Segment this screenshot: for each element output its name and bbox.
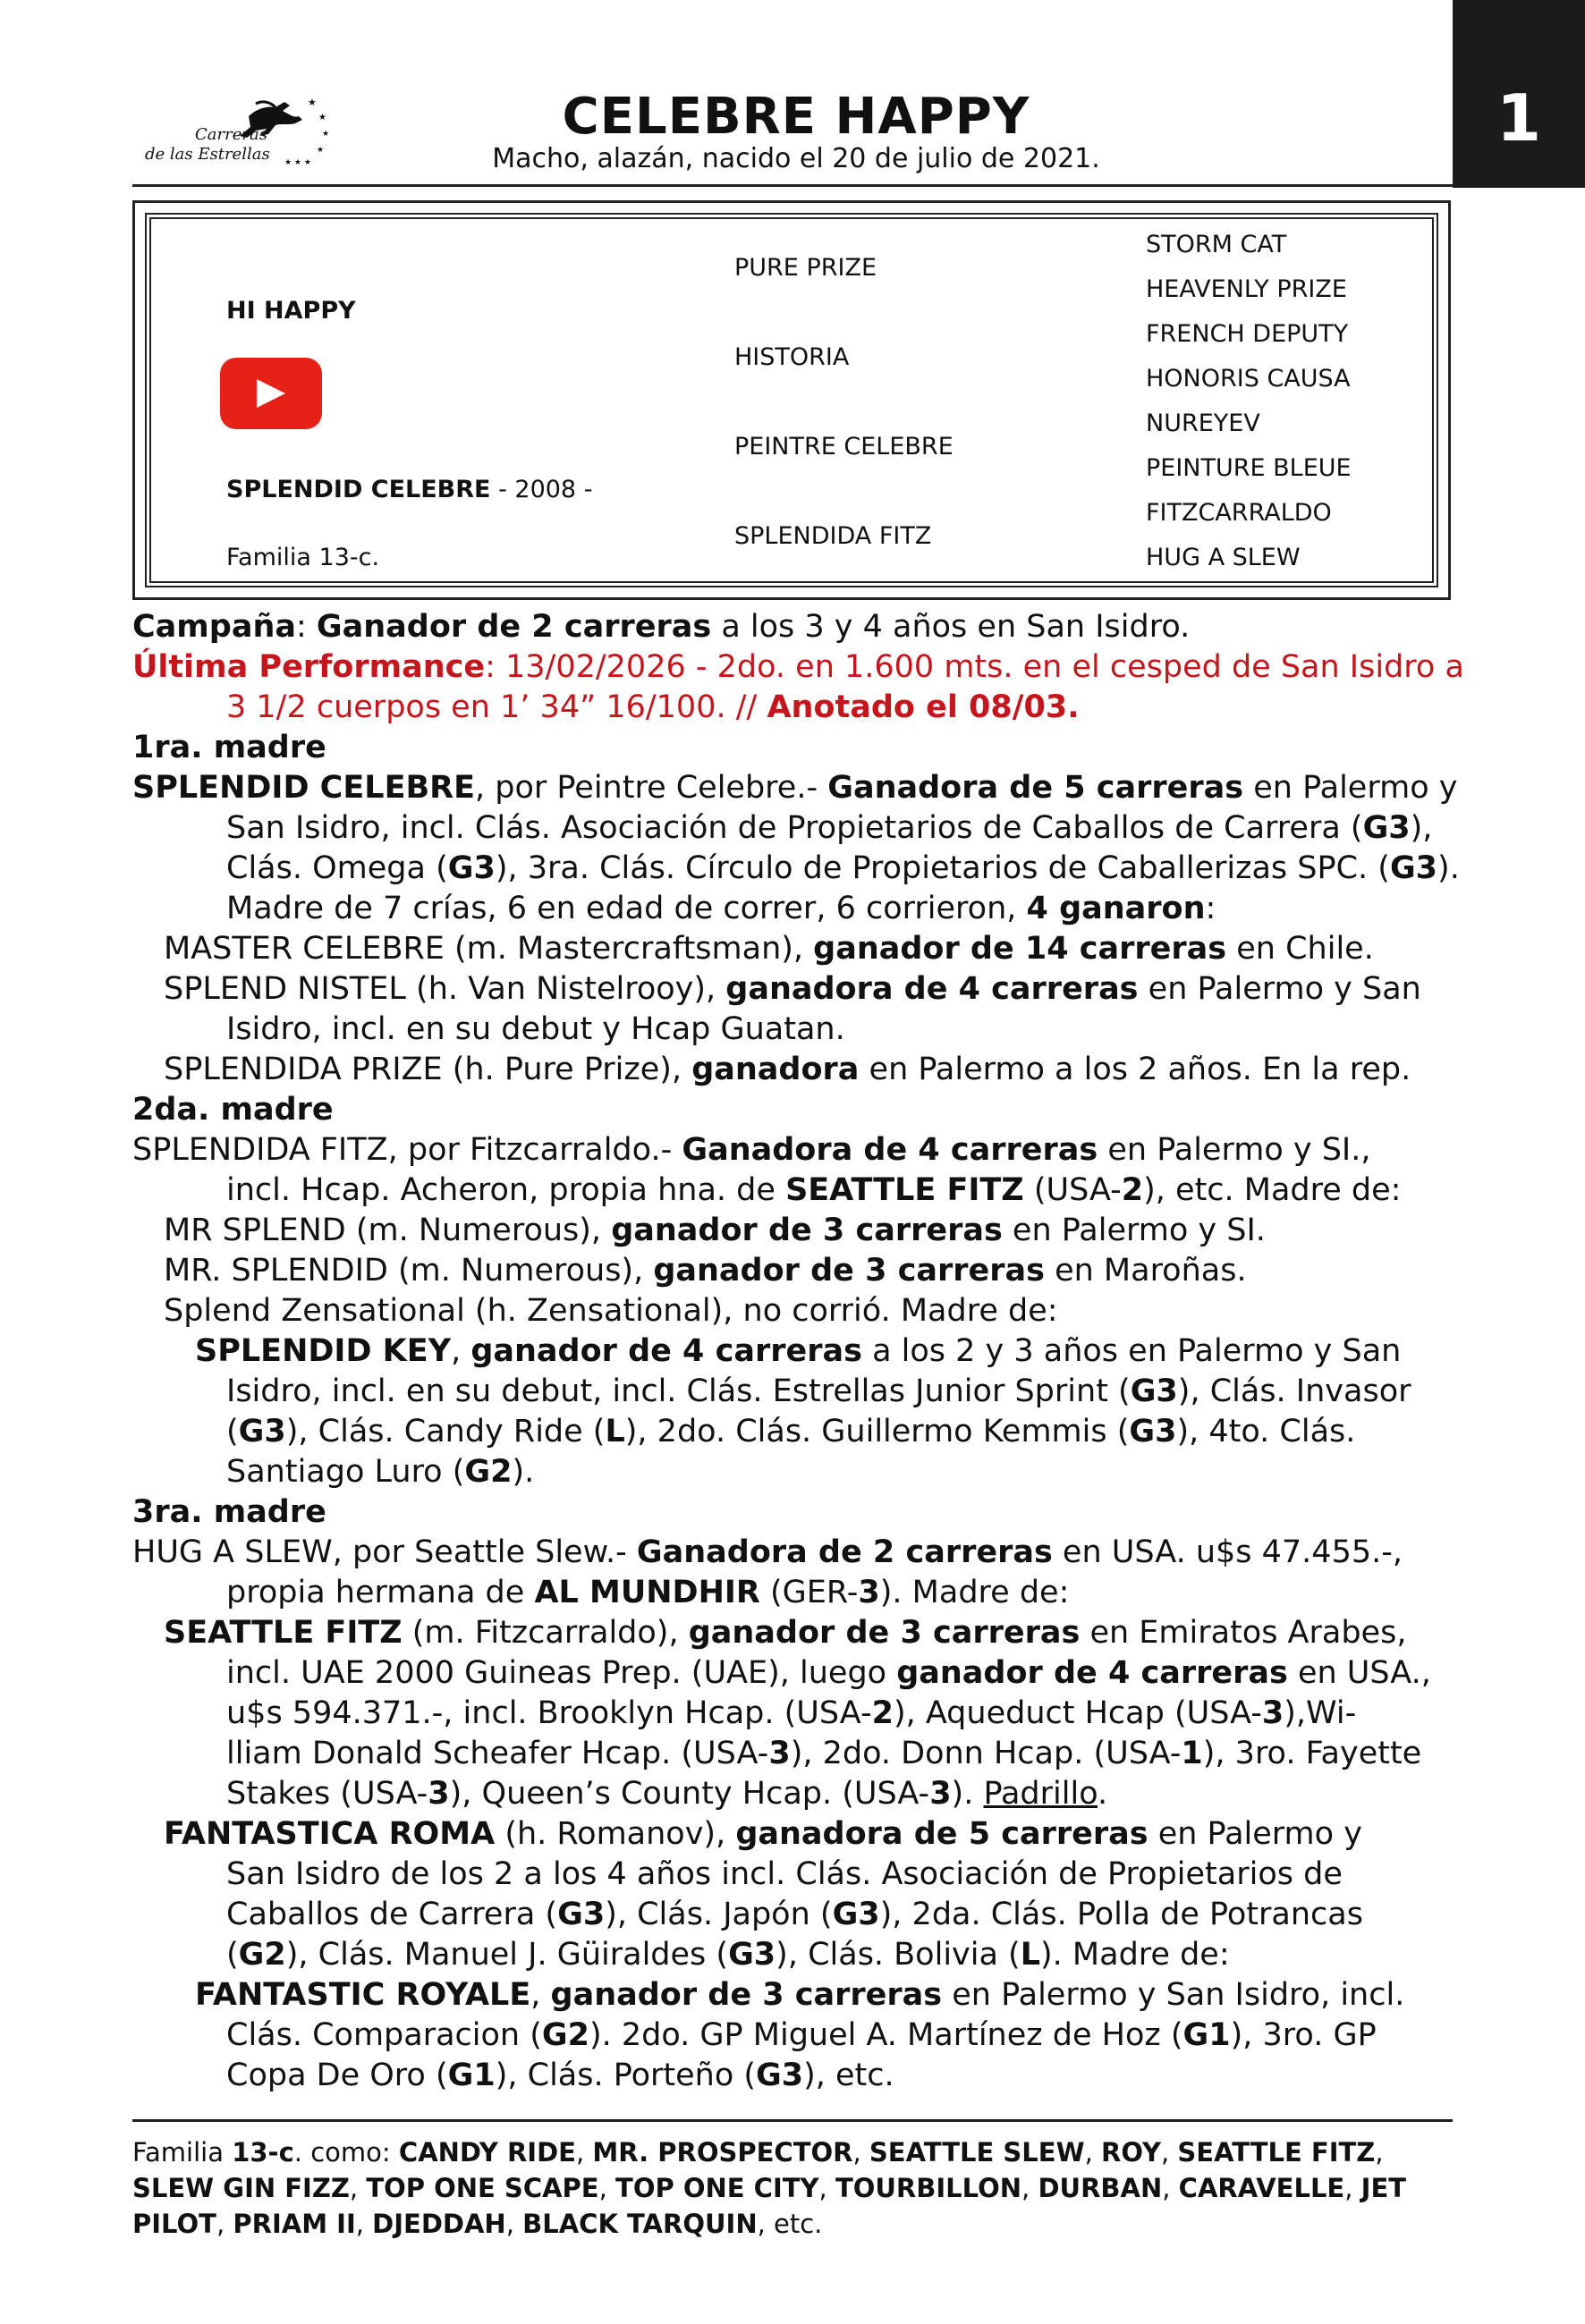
text-run: 4 ganaron [1026, 891, 1206, 926]
campana-label: Campaña [132, 609, 296, 645]
text-run: ). 2do. GP Miguel A. Martínez de Hoz ( [589, 2017, 1183, 2053]
text-run: Santiago Luro ( [226, 1454, 465, 1490]
text-run: MR. SPLENDID (m. Numerous), [164, 1253, 654, 1289]
pedigree-grandparent: PEINTRE CELEBRE [734, 433, 954, 461]
text-run: ), 2do. Clás. Guillermo Kemmis ( [624, 1414, 1130, 1449]
section-heading: 2da. madre [132, 1092, 334, 1128]
text-run: MR SPLEND (m. Numerous), [164, 1213, 612, 1248]
text-run: Clás. Omega ( [226, 850, 448, 886]
offspring-line [226, 1694, 1356, 1732]
pedigree-grandparent: HISTORIA [734, 343, 850, 371]
text-run: SPLENDID KEY [195, 1333, 452, 1369]
offspring-line [164, 1212, 1266, 1249]
text-run: ganadora de 4 carreras [725, 971, 1139, 1007]
text-run: en Palermo y SI., [1098, 1132, 1371, 1168]
text-run: ), 2do. Donn Hcap. (USA- [790, 1736, 1182, 1771]
text-run: , [818, 2173, 835, 2203]
text-run: SEATTLE FITZ [164, 1615, 403, 1651]
pedigree-grandparent: SPLENDIDA FITZ [734, 522, 932, 550]
text-run: Isidro, incl. en su debut, incl. Clás. Estrellas Junior Sprint ( [226, 1373, 1131, 1409]
text-run: G3 [557, 1897, 606, 1932]
text-run: Ganadora de 2 carreras [636, 1534, 1053, 1570]
text-run: G2 [541, 2017, 589, 2053]
pedigree-dam [226, 476, 592, 503]
text-run: TOP ONE SCAPE [366, 2173, 599, 2203]
text-run: HUG A SLEW, por Seattle Slew.- [132, 1534, 637, 1570]
text-run: , [1021, 2173, 1038, 2203]
text-run: Clás. Comparacion ( [226, 2017, 542, 2053]
text-run: u$s 594.371.-, incl. Brooklyn Hcap. (USA- [226, 1695, 872, 1731]
text-run: ). [951, 1776, 984, 1812]
offspring-line [164, 1051, 1411, 1088]
text-run: en Emiratos Arabes, [1080, 1615, 1407, 1651]
pedigree-great-grandparent: FITZCARRALDO [1146, 499, 1332, 527]
offspring-line [164, 970, 1421, 1008]
offspring-line [226, 1654, 1431, 1692]
text-run: ), Clás. Bolivia ( [776, 1937, 1021, 1973]
text-run: ),Wi- [1284, 1695, 1357, 1731]
text-run: en Palermo y San [1138, 971, 1421, 1007]
text-run: ( [226, 1414, 239, 1449]
grand-offspring-line [226, 2016, 1377, 2054]
text-run: ). Madre de: [879, 1575, 1070, 1610]
text-run: ). [512, 1454, 535, 1490]
text-run: ), 3ro. GP [1230, 2017, 1377, 2053]
text-run: Stakes (USA- [226, 1776, 428, 1812]
text-run: JET [1360, 2173, 1407, 2203]
text-run: ), Aqueduct Hcap (USA- [893, 1695, 1262, 1731]
performance-line-1 [132, 648, 1464, 686]
text-run: CANDY RIDE [398, 2137, 576, 2168]
section-heading: 1ra. madre [132, 730, 326, 765]
text-run: , etc. [757, 2209, 823, 2239]
performance-line-2 [226, 689, 1080, 726]
offspring-line [226, 1896, 1363, 1933]
text-run: en Palermo y [1243, 770, 1458, 806]
madre1-line [132, 769, 1457, 807]
text-run: , [355, 2209, 373, 2239]
text-run: G3 [447, 850, 496, 886]
text-run: . [1098, 1776, 1108, 1812]
logo-text-2: de las Estrellas [145, 145, 270, 164]
offspring-line [226, 1735, 1421, 1772]
offspring-line [164, 930, 1374, 968]
logo-text-1: Carreras [195, 125, 267, 144]
text-run: en Palermo y San Isidro, incl. [942, 1977, 1405, 2013]
text-run: incl. UAE 2000 Guineas Prep. (UAE), luego [226, 1655, 897, 1691]
section-heading: 3ra. madre [132, 1494, 326, 1530]
offspring-line [226, 1775, 1107, 1813]
text-run: ), Clás. Candy Ride ( [285, 1414, 606, 1449]
svg-text:★: ★ [318, 113, 326, 123]
campana-text: a los 3 y 4 años en San Isidro. [711, 609, 1191, 645]
text-run: (h. Romanov), [495, 1816, 736, 1852]
text-run: 3 [1261, 1695, 1284, 1731]
campana-wins: Ganador de 2 carreras [316, 609, 712, 645]
text-run: ), Clás. Invasor [1177, 1373, 1411, 1409]
text-run: G3 [832, 1897, 880, 1932]
text-run: CARAVELLE [1178, 2173, 1345, 2203]
text-run: (m. Fitzcarraldo), [402, 1615, 689, 1651]
text-run: ), [1410, 810, 1433, 846]
text-run: 1 [1181, 1736, 1203, 1771]
text-run: , [598, 2173, 616, 2203]
text-run: ), etc. [803, 2058, 894, 2093]
text-run: FANTASTIC ROYALE [195, 1977, 531, 2013]
text-run: ganador de 3 carreras [550, 1977, 943, 2013]
text-run: SEATTLE FITZ [785, 1172, 1024, 1208]
youtube-play-icon[interactable] [220, 358, 322, 429]
header-divider [132, 184, 1453, 187]
text-run: SEATTLE FITZ [1177, 2137, 1376, 2168]
text-run: G3 [1130, 1373, 1178, 1409]
pedigree-dam-name: SPLENDID CELEBRE [226, 476, 491, 503]
text-run: 3 [768, 1736, 791, 1771]
pedigree-great-grandparent: NUREYEV [1146, 410, 1260, 437]
text-run: BLACK TARQUIN [522, 2209, 758, 2239]
text-run: ganadora de 5 carreras [735, 1816, 1148, 1852]
madre2-line [226, 1171, 1401, 1209]
svg-text:★ ★ ★: ★ ★ ★ [284, 158, 311, 167]
page-number: 1 [1496, 80, 1542, 156]
text-run: PRIAM II [233, 2209, 356, 2239]
performance-text: : 13/02/2026 - 2do. en 1.600 mts. en el cesped de San Isidro a [485, 649, 1464, 685]
text-run: Copa De Oro ( [226, 2058, 448, 2093]
text-run: , [1344, 2173, 1361, 2203]
text-run: Ganadora de 5 carreras [827, 770, 1244, 806]
text-run: en USA., [1287, 1655, 1431, 1691]
text-run: lliam Donald Scheafer Hcap. (USA- [226, 1736, 769, 1771]
text-run: G1 [1182, 2017, 1231, 2053]
text-run: L [605, 1414, 625, 1449]
text-run: MR. PROSPECTOR [592, 2137, 853, 2168]
offspring-line: San Isidro de los 2 a los 4 años incl. Clás. Asociación de Propietarios de [226, 1856, 1343, 1892]
text-run: en Palermo y SI. [1002, 1213, 1266, 1248]
madre3-line [132, 1534, 1403, 1571]
campana-sep: : [295, 609, 317, 645]
text-run: DURBAN [1038, 2173, 1163, 2203]
text-run: G2 [238, 1937, 286, 1973]
text-run: (GER- [759, 1575, 859, 1610]
offspring-line [164, 1252, 1247, 1289]
text-run: G2 [464, 1454, 513, 1490]
svg-text:★: ★ [317, 146, 325, 155]
text-run: : [1205, 891, 1216, 926]
text-run: 3 [428, 1776, 450, 1812]
text-run: , [451, 1333, 471, 1369]
offspring-line [164, 1614, 1406, 1652]
family-line [132, 2135, 1384, 2169]
text-run: DJEDDAH [372, 2209, 506, 2239]
grand-offspring-line [226, 1373, 1411, 1410]
footer-divider [132, 2119, 1453, 2122]
pedigree-family: Familia 13-c. [226, 544, 380, 571]
text-run: ganador de 3 carreras [653, 1253, 1045, 1289]
text-run: SPLENDID CELEBRE [132, 770, 476, 806]
logo [141, 89, 343, 174]
grand-offspring-line [226, 2057, 894, 2094]
text-run: San Isidro, incl. Clás. Asociación de Propietarios de Caballos de Carrera ( [226, 810, 1363, 846]
text-run: 3 [858, 1575, 880, 1610]
text-run: , [575, 2137, 593, 2168]
text-run: Ganadora de 4 carreras [682, 1132, 1098, 1168]
text-run: AL MUNDHIR [534, 1575, 760, 1610]
page-title: CELEBRE HAPPY [562, 88, 1030, 146]
text-run: TOURBILLON [835, 2173, 1022, 2203]
campana-line [132, 608, 1190, 646]
text-run: ganadora [691, 1052, 860, 1087]
text-run: ), Clás. Porteño ( [495, 2058, 757, 2093]
offspring-line [164, 1815, 1362, 1853]
text-run: Familia [132, 2137, 233, 2168]
madre2-line [132, 1131, 1371, 1169]
text-run: , [530, 1977, 551, 2013]
svg-text:★: ★ [322, 130, 330, 139]
text-run: ganador de 4 carreras [470, 1333, 862, 1369]
text-run: MASTER CELEBRE (m. Mastercraftsman), [164, 931, 814, 967]
family-line [132, 2171, 1406, 2205]
pedigree-grandparent: PURE PRIZE [734, 254, 877, 282]
text-run: ), Queen’s County Hcap. (USA- [449, 1776, 930, 1812]
text-run: ROY [1101, 2137, 1161, 2168]
text-run: SEATTLE SLEW [869, 2137, 1085, 2168]
text-run: , [1084, 2137, 1102, 2168]
text-run: L [1020, 1937, 1041, 1973]
madre3-line [226, 1574, 1069, 1611]
grand-offspring-line [195, 1976, 1404, 2014]
text-run: , por Peintre Celebre.- [475, 770, 828, 806]
text-run: 13-c [232, 2137, 294, 2168]
text-run: G3 [728, 1937, 776, 1973]
offspring-line: Isidro, incl. en su debut y Hcap Guatan. [226, 1011, 845, 1047]
pedigree-dam-year: - 2008 - [490, 476, 593, 503]
text-run: SPLEND NISTEL (h. Van Nistelrooy), [164, 971, 726, 1007]
text-run: en Maroñas. [1044, 1253, 1247, 1289]
text-run: ganador de 14 carreras [813, 931, 1227, 967]
text-run: ganador de 3 carreras [611, 1213, 1003, 1248]
madre1-line [226, 849, 1460, 887]
text-run: , [1162, 2173, 1179, 2203]
text-run: FANTASTICA ROMA [164, 1816, 496, 1852]
page-subtitle: Macho, alazán, nacido el 20 de julio de 2021. [492, 143, 1100, 174]
text-run: ganador de 4 carreras [896, 1655, 1288, 1691]
text-run: en Chile. [1226, 931, 1374, 967]
pedigree-sire: HI HAPPY [226, 297, 356, 325]
text-run: ), 4to. Clás. [1176, 1414, 1356, 1449]
text-run: PILOT [132, 2209, 216, 2239]
text-run: SPLENDIDA FITZ, por Fitzcarraldo.- [132, 1132, 682, 1168]
text-run: propia hermana de [226, 1575, 535, 1610]
text-run: Caballos de Carrera ( [226, 1897, 558, 1932]
text-run: ), Clás. Japón ( [605, 1897, 833, 1932]
text-run: 2 [871, 1695, 894, 1731]
text-run: SPLENDIDA PRIZE (h. Pure Prize), [164, 1052, 692, 1087]
text-run: G3 [1129, 1414, 1177, 1449]
madre1-line [226, 809, 1432, 847]
text-run: Madre de 7 crías, 6 en edad de correr, 6 corrieron, [226, 891, 1027, 926]
grand-offspring-line [195, 1332, 1401, 1370]
text-run: en Palermo y [1148, 1816, 1362, 1852]
grand-offspring-line [226, 1453, 534, 1491]
pedigree-great-grandparent: PEINTURE BLEUE [1146, 454, 1352, 482]
text-run: en USA. u$s 47.455.-, [1052, 1534, 1403, 1570]
text-run: 3 [929, 1776, 952, 1812]
svg-text:★: ★ [308, 97, 317, 108]
text-run: (USA- [1023, 1172, 1122, 1208]
text-run: ). Madre de: [1040, 1937, 1230, 1973]
text-run: ( [226, 1937, 239, 1973]
offspring-line [226, 1936, 1230, 1973]
text-run: . como: [293, 2137, 399, 2168]
performance-text-2: 3 1/2 cuerpos en 1’ 34” 16/100. // [226, 689, 767, 725]
text-run: ), 2da. Clás. Polla de Potrancas [879, 1897, 1363, 1932]
text-run: , [349, 2173, 367, 2203]
family-line [132, 2207, 822, 2241]
text-run: TOP ONE CITY [615, 2173, 819, 2203]
text-run: 2 [1121, 1172, 1144, 1208]
text-run: a los 2 y 3 años en Palermo y San [861, 1333, 1402, 1369]
text-run: G3 [1389, 850, 1438, 886]
text-run: SLEW GIN FIZZ [132, 2173, 350, 2203]
text-run: ), Clás. Manuel J. Güiraldes ( [285, 1937, 729, 1973]
grand-offspring-line [226, 1413, 1355, 1450]
padrillo-link[interactable]: Padrillo [983, 1776, 1098, 1812]
pedigree-great-grandparent: HONORIS CAUSA [1146, 365, 1351, 393]
text-run: , [1160, 2137, 1178, 2168]
text-run: , [1375, 2137, 1384, 2168]
text-run: incl. Hcap. Acheron, propia hna. de [226, 1172, 786, 1208]
pedigree-great-grandparent: HUG A SLEW [1146, 544, 1301, 571]
performance-label: Última Performance [132, 649, 486, 685]
text-run: ganador de 3 carreras [688, 1615, 1081, 1651]
madre1-line [226, 890, 1216, 927]
text-run: ), 3ro. Fayette [1202, 1736, 1422, 1771]
pedigree-great-grandparent: STORM CAT [1146, 231, 1287, 258]
text-run: , [505, 2209, 523, 2239]
text-run: , [216, 2209, 233, 2239]
performance-note: Anotado el 08/03. [767, 689, 1080, 725]
text-run: G3 [1362, 810, 1411, 846]
text-run: , [852, 2137, 869, 2168]
text-run: G3 [756, 2058, 804, 2093]
text-run: ), etc. Madre de: [1143, 1172, 1402, 1208]
text-run: ). [1437, 850, 1460, 886]
pedigree-great-grandparent: HEAVENLY PRIZE [1146, 275, 1347, 303]
text-run: G1 [447, 2058, 496, 2093]
play-icon [253, 377, 289, 410]
text-run: G3 [238, 1414, 286, 1449]
offspring-line: Splend Zensational (h. Zensational), no corrió. Madre de: [164, 1293, 1058, 1329]
pedigree-great-grandparent: FRENCH DEPUTY [1146, 320, 1349, 348]
text-run: en Palermo a los 2 años. En la rep. [859, 1052, 1411, 1087]
text-run: ), 3ra. Clás. Círculo de Propietarios de Caballerizas SPC. ( [495, 850, 1390, 886]
